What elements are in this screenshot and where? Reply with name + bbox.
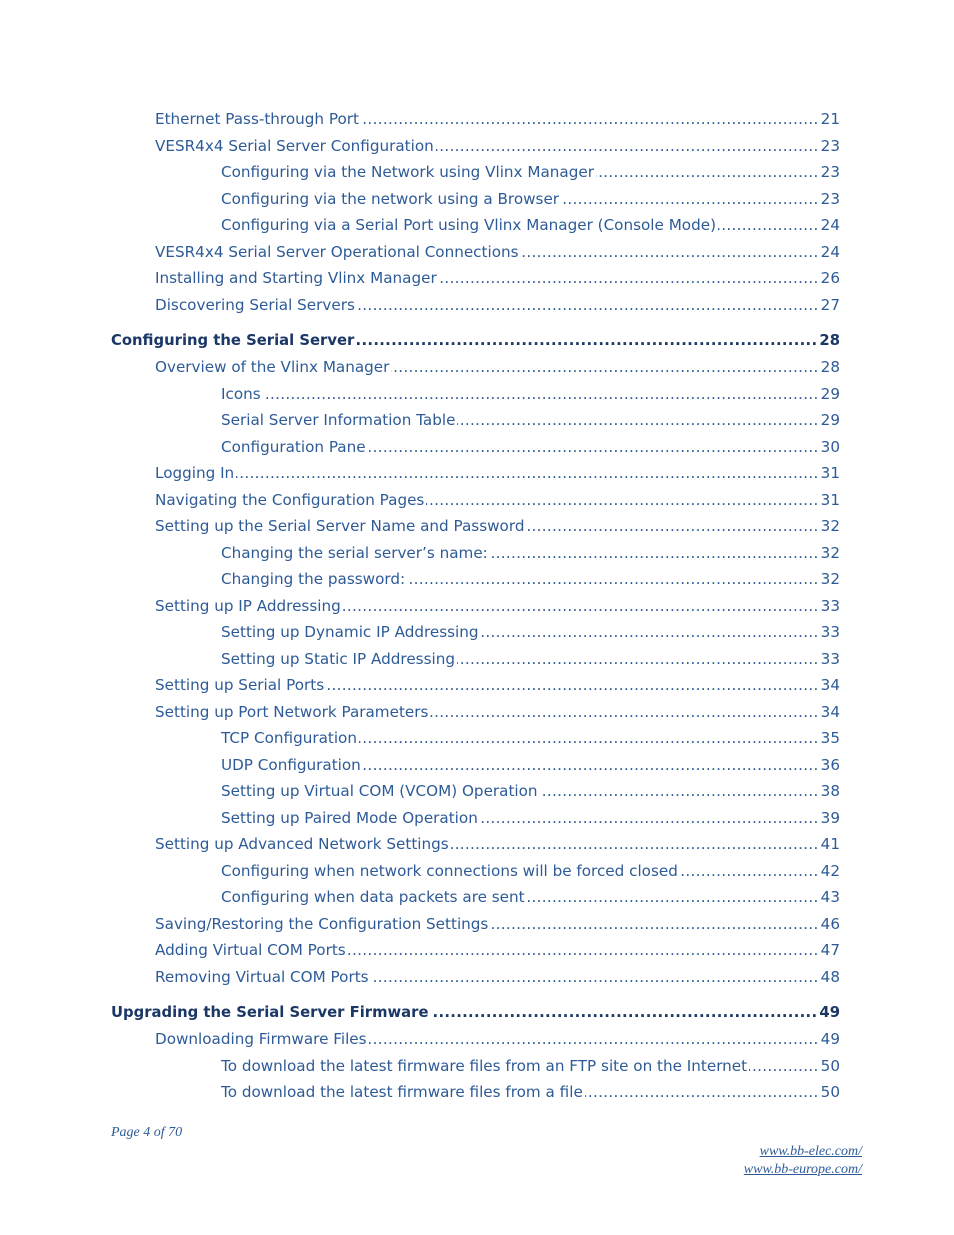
toc-dot-leader [749, 1055, 819, 1077]
toc-dot-leader [561, 188, 819, 210]
toc-dot-leader [585, 1081, 819, 1103]
toc-entry-page: 32 [820, 543, 840, 562]
toc-entry-page: 23 [820, 189, 840, 208]
toc-entry[interactable] [221, 886, 840, 908]
toc-entry[interactable] [155, 515, 840, 537]
toc-entry-page: 31 [820, 490, 840, 509]
toc-dot-leader [526, 515, 818, 537]
toc-dot-leader [490, 913, 818, 935]
toc-entry-page: 21 [820, 110, 840, 128]
toc-entry-page: 47 [820, 941, 840, 959]
toc-entry[interactable] [155, 462, 840, 484]
toc-entry-page: 23 [820, 136, 840, 155]
toc-entry[interactable] [221, 727, 840, 749]
page-number: Page 4 of 70 [111, 1125, 183, 1140]
toc-entry-page: 34 [820, 702, 840, 721]
toc-entry-title: UDP Configuration [221, 755, 361, 774]
toc-section-entry[interactable] [111, 1002, 840, 1024]
toc-dot-leader [480, 807, 819, 829]
toc-section-entry[interactable] [111, 330, 840, 352]
toc-entry-title: Saving/Restoring the Configuration Settings [155, 914, 489, 933]
toc-entry-title: Icons [221, 384, 261, 403]
toc-dot-leader [236, 462, 818, 484]
toc-entry-title: Downloading Firmware Files [155, 1030, 367, 1048]
toc-entry-title: To download the latest firmware files from an FTP site on the Internet [221, 1056, 748, 1075]
toc-entry-page: 30 [820, 437, 840, 456]
toc-dot-leader [457, 648, 819, 670]
toc-entry-title: Setting up Advanced Network Settings [155, 835, 449, 853]
toc-entry-page: 24 [820, 242, 840, 261]
toc-entry-page: 33 [820, 649, 840, 668]
toc-entry[interactable] [221, 409, 840, 431]
toc-entry-page: 50 [820, 1083, 840, 1101]
toc-dot-leader [356, 330, 817, 352]
toc-dot-leader [357, 294, 819, 316]
toc-dot-leader [391, 356, 818, 378]
toc-entry[interactable] [221, 754, 840, 776]
toc-entry-title: Setting up Dynamic IP Addressing [221, 623, 479, 641]
toc-entry-title: Setting up Port Network Parameters [155, 702, 429, 721]
toc-entry[interactable] [221, 436, 840, 458]
toc-entry[interactable] [221, 542, 840, 564]
toc-entry-page: 48 [820, 967, 840, 986]
toc-entry-title: VESR4x4 Serial Server Configuration [155, 136, 434, 155]
toc-entry[interactable] [221, 568, 840, 590]
toc-dot-leader [718, 214, 819, 236]
toc-entry[interactable] [221, 161, 840, 183]
toc-entry-title: Setting up the Serial Server Name and Password [155, 517, 525, 535]
toc-entry-page: 28 [819, 331, 840, 349]
toc-entry-title: Configuring when network connections will be forced closed [221, 861, 678, 880]
toc-entry[interactable] [221, 1055, 840, 1077]
toc-dot-leader [361, 108, 819, 130]
toc-entry-title: Ethernet Pass-through Port [155, 110, 359, 128]
toc-entry[interactable] [155, 833, 840, 855]
toc-entry[interactable] [221, 214, 840, 236]
toc-entry-page: 43 [820, 888, 840, 906]
toc-entry[interactable] [155, 939, 840, 961]
toc-entry-title: Changing the password: [221, 570, 406, 588]
toc-dot-leader [426, 489, 818, 511]
toc-entry-page: 41 [820, 835, 840, 853]
toc-entry[interactable] [155, 595, 840, 617]
toc-entry-page: 34 [820, 676, 840, 694]
toc-dot-leader [481, 621, 819, 643]
toc-dot-leader [431, 1002, 818, 1024]
toc-dot-leader [521, 241, 819, 263]
toc-entry-title: Configuring via the network using a Browser [221, 189, 560, 208]
toc-dot-leader [439, 267, 819, 289]
toc-entry-page: 46 [820, 914, 840, 933]
toc-dot-leader [430, 701, 818, 723]
toc-dot-leader [348, 939, 819, 961]
toc-entry-title: Serial Server Information Table [221, 411, 456, 429]
toc-entry-page: 50 [820, 1056, 840, 1075]
toc-entry-title: Logging In [155, 464, 235, 482]
toc-entry-title: Configuring via a Serial Port using Vlinx Manager (Console Mode) [221, 216, 716, 234]
toc-dot-leader [343, 595, 819, 617]
toc-entry-page: 49 [820, 1030, 840, 1048]
toc-entry-page: 42 [820, 861, 840, 880]
toc-entry-title: Removing Virtual COM Ports [155, 967, 369, 986]
toc-entry[interactable] [155, 701, 840, 723]
toc-entry-title: Setting up IP Addressing [155, 596, 341, 615]
toc-dot-leader [680, 860, 819, 882]
toc-dot-leader [490, 542, 819, 564]
toc-entry[interactable] [155, 267, 840, 289]
toc-dot-leader [527, 886, 819, 908]
toc-entry-page: 26 [820, 269, 840, 287]
toc-dot-leader [596, 161, 819, 183]
toc-entry-title: Overview of the Vlinx Manager [155, 358, 390, 376]
toc-entry-title: Upgrading the Serial Server Firmware [111, 1003, 429, 1021]
toc-dot-leader [451, 833, 819, 855]
bb-europe-link[interactable]: www.bb-europe.com/ [743, 1162, 862, 1177]
toc-entry-page: 28 [820, 358, 840, 376]
toc-entry-title: Setting up Serial Ports [155, 676, 325, 694]
toc-entry-title: Setting up Paired Mode Operation [221, 808, 478, 827]
toc-entry-page: 32 [820, 570, 840, 588]
toc-entry[interactable] [221, 383, 840, 405]
toc-entry-title: TCP Configuration [221, 729, 357, 747]
toc-dot-leader [371, 966, 819, 988]
toc-entry-page: 32 [820, 517, 840, 535]
toc-entry-title: To download the latest firmware files from a file [221, 1083, 583, 1101]
toc-entry-title: Configuring the Serial Server [111, 331, 355, 349]
toc-entry[interactable] [155, 674, 840, 696]
toc-entry-title: Configuring when data packets are sent [221, 888, 525, 906]
toc-entry-page: 39 [820, 808, 840, 827]
toc-entry-page: 49 [819, 1003, 840, 1021]
toc-entry-title: Discovering Serial Servers [155, 295, 355, 314]
toc-dot-leader [436, 135, 819, 157]
toc-dot-leader [359, 727, 819, 749]
toc-entry-page: 23 [820, 163, 840, 181]
toc-entry-title: Adding Virtual COM Ports [155, 941, 346, 959]
toc-entry-page: 29 [820, 411, 840, 429]
toc-entry[interactable] [155, 1028, 840, 1050]
toc-entry-title: Setting up Virtual COM (VCOM) Operation [221, 782, 538, 800]
toc-entry[interactable] [221, 188, 840, 210]
toc-entry-title: Configuration Pane [221, 437, 366, 456]
toc-entry-title: Changing the serial server’s name: [221, 543, 488, 562]
toc-dot-leader [540, 780, 819, 802]
toc-entry[interactable] [221, 780, 840, 802]
toc-entry-page: 38 [820, 782, 840, 800]
toc-entry-page: 33 [820, 596, 840, 615]
toc-dot-leader [368, 436, 819, 458]
toc-dot-leader [369, 1028, 819, 1050]
toc-entry[interactable] [221, 807, 840, 829]
toc-entry-title: Navigating the Configuration Pages [155, 490, 425, 509]
toc-dot-leader [263, 383, 819, 405]
toc-entry[interactable] [155, 356, 840, 378]
toc-dot-leader [326, 674, 819, 696]
toc-entry[interactable] [155, 294, 840, 316]
toc-entry-page: 35 [820, 729, 840, 747]
toc-entry-title: Setting up Static IP Addressing [221, 649, 455, 668]
toc-dot-leader [407, 568, 819, 590]
bb-elec-link[interactable]: www.bb-elec.com/ [759, 1144, 862, 1159]
toc-entry[interactable] [221, 1081, 840, 1103]
toc-dot-leader [457, 409, 818, 431]
toc-entry-page: 27 [820, 295, 840, 314]
toc-entry[interactable] [155, 135, 840, 157]
toc-dot-leader [363, 754, 819, 776]
toc-entry-page: 29 [820, 384, 840, 403]
toc-entry[interactable] [221, 648, 840, 670]
toc-entry-page: 33 [820, 623, 840, 641]
toc-entry[interactable] [221, 860, 840, 882]
toc-entry[interactable] [155, 241, 840, 263]
toc-entry[interactable] [155, 489, 840, 511]
toc-entry-title: Configuring via the Network using Vlinx Manager [221, 163, 594, 181]
toc-entry-page: 36 [820, 755, 840, 774]
toc-entry[interactable] [155, 913, 840, 935]
toc-entry[interactable] [155, 966, 840, 988]
toc-entry-page: 31 [820, 464, 840, 482]
toc-entry-title: VESR4x4 Serial Server Operational Connections [155, 242, 519, 261]
toc-entry-page: 24 [820, 216, 840, 234]
toc-entry[interactable] [221, 621, 840, 643]
footer-links [744, 1143, 862, 1179]
toc-entry-title: Installing and Starting Vlinx Manager [155, 269, 437, 287]
toc-entry[interactable] [155, 108, 840, 130]
